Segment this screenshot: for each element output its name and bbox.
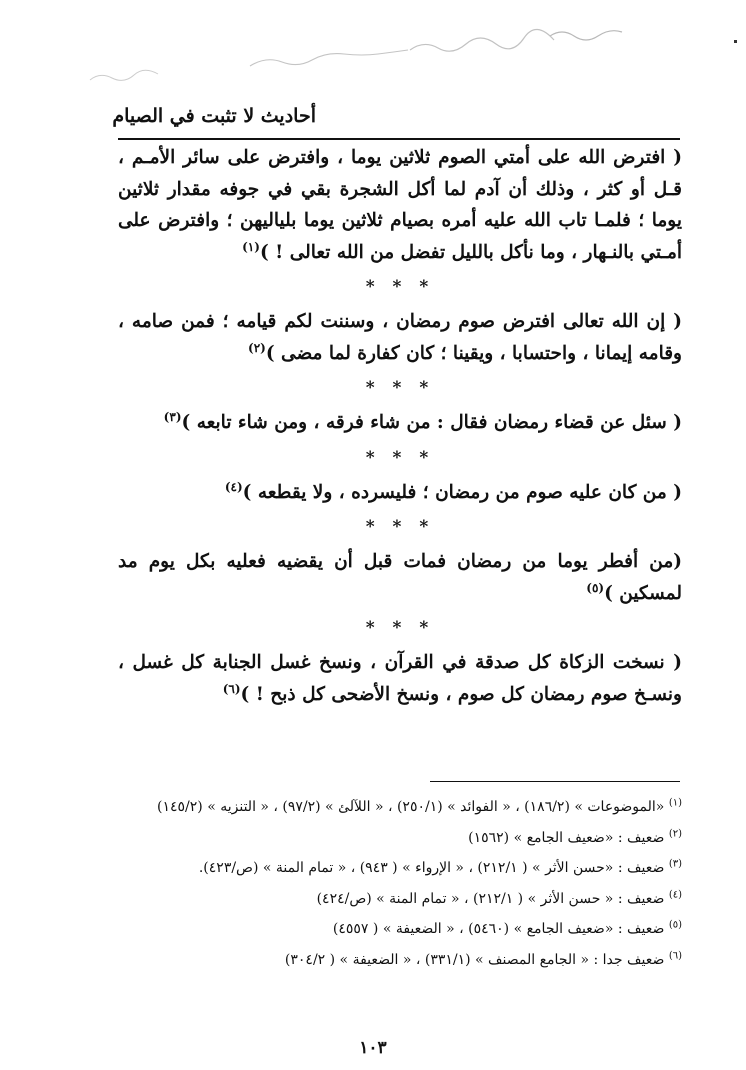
- footnote-ref: (١): [242, 239, 260, 254]
- footnote-text: ضعيف : «ضعيف الجامع » (١٥٦٢): [468, 829, 665, 846]
- footnote-ref: (٣): [163, 409, 182, 424]
- header-rule: [118, 138, 680, 140]
- footnote-text: «الموضوعات » (١٨٦/٢) ، « الفوائد » (٢٥٠/١) ، « اللآلئ » (٩٧/٢) ، « التنزيه » (١٤٥/٢): [157, 799, 665, 815]
- hadith-text: ( إن الله تعالى افترض صوم رمضان ، وسننت لكم قيامه ؛ فمن صامه ، وقامه إيمانا ، واحتسابا ، ويقينا ؛ كان كفارة لما مضى ): [118, 311, 682, 364]
- page-number: ١٠٣: [359, 1038, 387, 1058]
- hadith-3: [118, 407, 682, 439]
- footnote-5: [110, 914, 682, 945]
- footnote-text: ضعيف : «ضعيف الجامع » (٥٤٦٠) ، « الضعيفة » ( ٤٥٥٧): [332, 921, 665, 937]
- footnote-text: ضعيف : «حسن الأثر » ( ٢١٢/١) ، « الإرواء » ( ٩٤٣) ، « تمام المنة » (ص/٤٢٣).: [198, 860, 665, 876]
- hadith-list: [118, 142, 682, 710]
- footnote-number: (٦): [668, 949, 682, 961]
- footnote-number: (٢): [668, 827, 682, 839]
- footnote-number: (٣): [668, 858, 682, 870]
- footnote-number: (٥): [668, 919, 682, 931]
- footnote-number: (١): [668, 797, 682, 809]
- hadith-2: [118, 306, 682, 369]
- separator-stars: * * *: [365, 618, 435, 638]
- separator-stars: * * *: [365, 277, 435, 297]
- separator-stars: * * *: [365, 447, 435, 468]
- hadith-text: ( من كان عليه صوم من رمضان ؛ فليسرده ، ولا يقطعه ): [242, 481, 682, 503]
- footnote-ref: (٢): [248, 340, 266, 355]
- hadith-text: ( افترض الله على أمتي الصوم ثلاثين يوما ، وافترض على سائر الأمـم ، قـل أو كثر ، وذلك أن آدم لما أكل الشجرة بقي في جوفه مقدار ثلاثين يوما ؛ فلمـا تاب الله عليه أمره بصيام ثلاثين يوما بلياليهن ؛ وافترض على أمـتي بالنـهار ، وما نأكل بالليل تفضل من الله تعالى ! ): [118, 147, 682, 263]
- footnotes: [110, 792, 682, 975]
- footnote-1: [110, 792, 682, 823]
- footnote-6: [110, 945, 682, 976]
- separator-stars: * * *: [365, 517, 435, 537]
- hadith-4: [118, 477, 682, 509]
- hadith-text: ( نسخت الزكاة كل صدقة في القرآن ، ونسخ غسل الجنابة كل غسل ، ونسـخ صوم رمضان كل صوم ، ونسخ الأضحى كل ذبح ! ): [118, 652, 682, 705]
- hadith-1: [118, 142, 682, 268]
- edge-mark: [734, 40, 737, 43]
- hadith-5: [118, 546, 682, 609]
- separator-stars: * * *: [365, 378, 435, 398]
- running-head: أحاديث لا تثبت في الصيام: [112, 105, 316, 127]
- footnote-4: [110, 884, 682, 915]
- footnote-2: [110, 823, 682, 854]
- footnote-text: ضعيف : « حسن الأثر » ( ٢١٢/١) ، « تمام المنة » (ص/٤٢٤): [316, 890, 665, 907]
- handwritten-scribble: [80, 22, 640, 92]
- footnote-3: [110, 853, 682, 884]
- hadith-text: ( سئل عن قضاء رمضان فقال : من شاء فرقه ، ومن شاء تابعه ): [181, 412, 682, 433]
- footnote-number: (٤): [668, 888, 682, 900]
- footnote-ref: (٦): [222, 681, 241, 696]
- footnote-text: ضعيف جدا : « الجامع المصنف » (٣٣١/١) ، « الضعيفة » ( ٣٠٤/٢): [284, 951, 665, 968]
- footnote-rule: [430, 781, 680, 782]
- hadith-text: (من أفطر يوما من رمضان فمات قبل أن يقضيه فعليه بكل يوم مد لمسكين ): [118, 551, 682, 604]
- footnote-ref: (٥): [586, 580, 605, 595]
- footnote-ref: (٤): [224, 479, 243, 494]
- hadith-6: [118, 647, 682, 710]
